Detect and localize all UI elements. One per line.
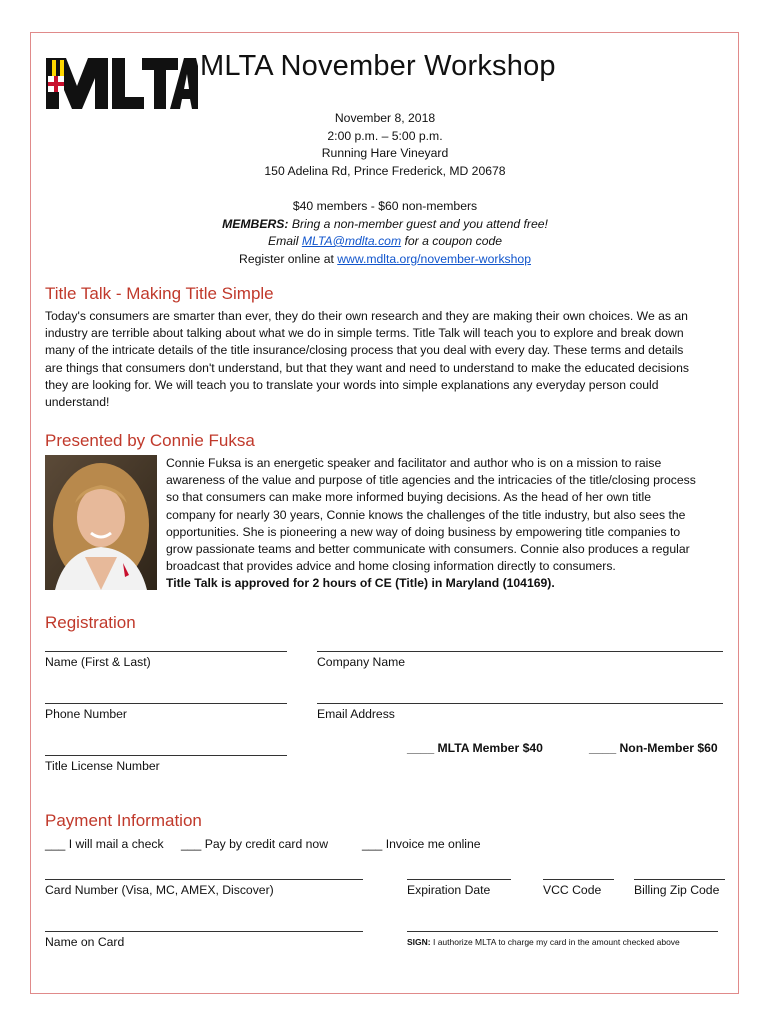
paragraph-line: industry are terrible about talking about what we do in simple terms. Title Talk will teach you to explore and break down xyxy=(45,326,684,341)
email-pre: Email xyxy=(267,234,302,248)
name-on-card-label: Name on Card xyxy=(45,935,125,949)
event-time: 2:00 p.m. – 5:00 p.m. xyxy=(327,128,443,143)
title-talk-description xyxy=(45,308,727,411)
register-link[interactable]: www.mdlta.org/november-workshop xyxy=(337,251,531,266)
bio-line: broadcast that provides advice and home closing information directly to consumers. xyxy=(166,559,616,574)
nonmember-option[interactable]: ____ Non-Member $60 xyxy=(589,741,718,755)
company-field-line[interactable] xyxy=(317,651,723,652)
bio-line: so that consumers can make more informed buying decisions. As the head of her own title xyxy=(166,490,652,505)
sign-label: SIGN: xyxy=(407,937,431,947)
signature-note xyxy=(407,937,680,947)
signature-field-line[interactable] xyxy=(407,931,718,932)
vcc-label: VCC Code xyxy=(543,883,602,897)
email-label: Email Address xyxy=(317,707,395,721)
license-field-line[interactable] xyxy=(45,755,287,756)
phone-field-line[interactable] xyxy=(45,703,287,704)
credit-card-option[interactable]: ___ Pay by credit card now xyxy=(181,837,329,851)
name-label: Name (First & Last) xyxy=(45,655,151,669)
expiration-field-line[interactable] xyxy=(407,879,511,880)
vcc-field-line[interactable] xyxy=(543,879,614,880)
card-number-field-line[interactable] xyxy=(45,879,363,880)
email-link[interactable]: MLTA@mdlta.com xyxy=(301,234,402,248)
company-label: Company Name xyxy=(317,655,406,669)
event-venue: Running Hare Vineyard xyxy=(321,146,449,160)
event-info xyxy=(150,110,620,268)
paragraph-line: are things that consumers don't understand, but that they want and need to understand to make the educated decisions xyxy=(45,360,689,375)
sign-text: I authorize MLTA to charge my card in the amount checked above xyxy=(430,937,680,947)
members-text: Bring a non-member guest and you attend free! xyxy=(288,216,548,231)
presenter-heading: Presented by Connie Fuksa xyxy=(45,431,255,450)
bio-line: grow passionate teams and better communicate with consumers. Connie also produces a regular xyxy=(166,542,690,557)
bio-line: opportunities. She is pioneering a new way of doing business by empowering title companies to xyxy=(166,524,681,539)
presenter-bio xyxy=(166,455,728,593)
paragraph-line: Today's consumers are smarter than ever, they do their own research and they are making their own choices. We as an xyxy=(45,309,688,323)
member-option[interactable]: ____ MLTA Member $40 xyxy=(407,741,543,755)
email-note xyxy=(150,233,620,251)
registration-heading: Registration xyxy=(45,613,136,632)
paragraph-line: they are looking for. We will teach you to translate your words into simple explanations any everyday person could xyxy=(45,377,659,392)
mlta-logo xyxy=(44,54,198,110)
license-label: Title License Number xyxy=(45,759,160,773)
bio-line: Connie Fuksa is an energetic speaker and facilitator and author who is on a mission to raise xyxy=(166,456,662,470)
zip-label: Billing Zip Code xyxy=(634,883,720,897)
event-date: November 8, 2018 xyxy=(334,111,436,125)
payment-heading: Payment Information xyxy=(45,811,202,830)
name-field-line[interactable] xyxy=(45,651,287,652)
card-number-label: Card Number (Visa, MC, AMEX, Discover) xyxy=(45,883,274,897)
invoice-option[interactable]: ___ Invoice me online xyxy=(362,837,481,851)
paragraph-line: many of the intricate details of the title insurance/closing process that you deal with every day. These terms and details xyxy=(45,343,684,358)
zip-field-line[interactable] xyxy=(634,879,725,880)
email-post: for a coupon code xyxy=(401,234,503,248)
email-field-line[interactable] xyxy=(317,703,723,704)
event-price: $40 members - $60 non-members xyxy=(292,199,478,213)
name-on-card-field-line[interactable] xyxy=(45,931,363,932)
expiration-label: Expiration Date xyxy=(407,883,491,897)
members-note xyxy=(150,216,620,234)
bio-line: awareness of the value and purpose of title agencies and the intricacies of the title/closing process xyxy=(166,473,696,488)
bio-line: company for nearly 30 years, Connie knows the challenges of the title industry, but also sees the xyxy=(166,507,686,522)
event-address: 150 Adelina Rd, Prince Frederick, MD 20678 xyxy=(264,163,506,178)
mail-check-option[interactable]: ___ I will mail a check xyxy=(45,837,164,851)
paragraph-line: understand! xyxy=(45,395,110,410)
presenter-photo xyxy=(45,455,157,590)
document-title: MLTA November Workshop xyxy=(200,50,556,82)
register-note xyxy=(150,251,620,269)
phone-label: Phone Number xyxy=(45,707,127,721)
ce-approval-line: Title Talk is approved for 2 hours of CE (Title) in Maryland (104169). xyxy=(166,576,555,591)
section-title-talk-heading: Title Talk - Making Title Simple xyxy=(45,284,274,303)
members-label: MEMBERS: xyxy=(222,216,289,231)
register-pre: Register online at xyxy=(239,251,338,266)
